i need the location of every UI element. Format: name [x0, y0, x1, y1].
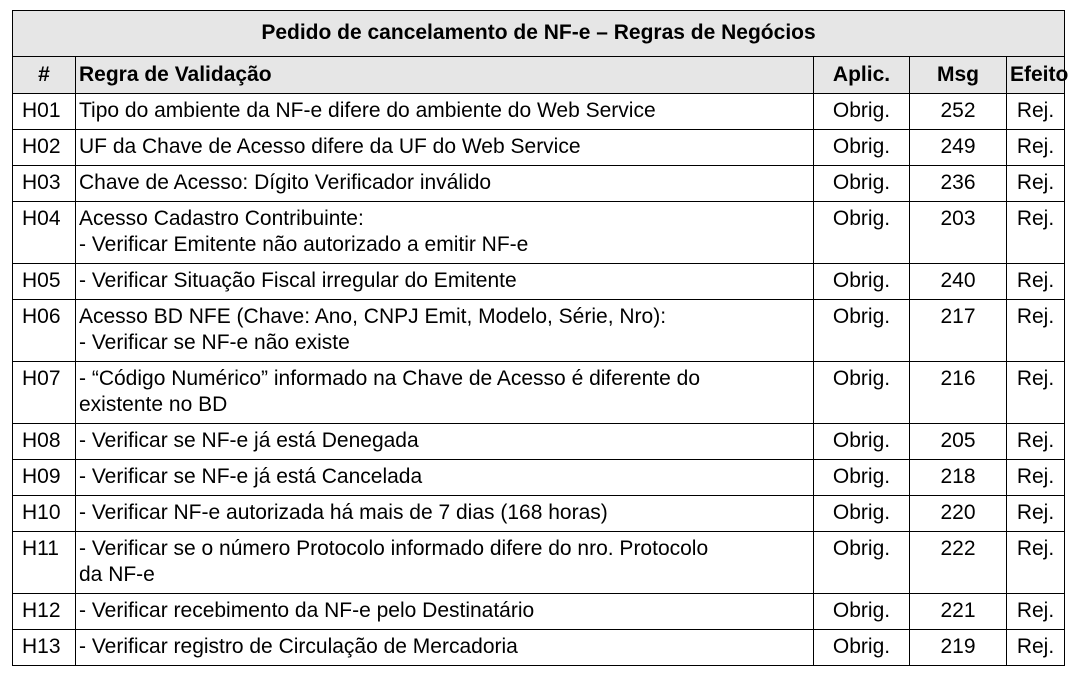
rule-line: da NF-e: [79, 563, 155, 586]
rule-id: H06: [13, 300, 76, 362]
table-row: [13, 630, 1065, 666]
rule-line: - Verificar Emitente não autorizado a emitir NF-e: [79, 233, 529, 256]
rule-id: H04: [13, 202, 76, 264]
header-aplic: Aplic.: [814, 57, 910, 94]
rule-msg: 217: [910, 300, 1007, 362]
rule-description: [76, 166, 814, 202]
rule-msg: 219: [910, 630, 1007, 666]
header-id: #: [13, 57, 76, 94]
rule-aplic: Obrig.: [814, 362, 910, 424]
rule-aplic: Obrig.: [814, 460, 910, 496]
rule-line: - “Código Numérico” informado na Chave de Acesso é diferente do: [79, 367, 700, 390]
rule-id: H08: [13, 424, 76, 460]
rule-efeito: Rej.: [1007, 264, 1065, 300]
rule-description: [76, 300, 814, 362]
rule-aplic: Obrig.: [814, 630, 910, 666]
rule-id: H01: [13, 94, 76, 130]
rule-line: Acesso Cadastro Contribuinte:: [79, 207, 364, 230]
rule-efeito: Rej.: [1007, 460, 1065, 496]
rule-line: Chave de Acesso: Dígito Verificador inválido: [79, 171, 492, 194]
rule-msg: 221: [910, 594, 1007, 630]
rule-msg: 249: [910, 130, 1007, 166]
rule-line: - Verificar NF-e autorizada há mais de 7 dias (168 horas): [79, 501, 608, 524]
rule-line: - Verificar recebimento da NF-e pelo Destinatário: [79, 599, 535, 622]
rule-description: [76, 594, 814, 630]
rule-efeito: Rej.: [1007, 300, 1065, 362]
rule-line: - Verificar Situação Fiscal irregular do Emitente: [79, 269, 517, 292]
rule-msg: 218: [910, 460, 1007, 496]
rule-msg: 220: [910, 496, 1007, 532]
table-row: [13, 94, 1065, 130]
rule-msg: 252: [910, 94, 1007, 130]
rule-msg: 205: [910, 424, 1007, 460]
rule-description: [76, 630, 814, 666]
rule-efeito: Rej.: [1007, 166, 1065, 202]
rule-msg: 216: [910, 362, 1007, 424]
header-row: [13, 57, 1065, 94]
rule-description: [76, 202, 814, 264]
header-efeito: Efeito: [1007, 57, 1065, 94]
rule-efeito: Rej.: [1007, 532, 1065, 594]
rules-table: [12, 10, 1069, 666]
title-row: [13, 11, 1065, 57]
table-row: [13, 424, 1065, 460]
rule-description: [76, 496, 814, 532]
rule-id: H09: [13, 460, 76, 496]
rule-description: [76, 264, 814, 300]
table-row: [13, 264, 1065, 300]
table-row: [13, 532, 1065, 594]
rule-id: H03: [13, 166, 76, 202]
table-title: Pedido de cancelamento de NF-e – Regras de Negócios: [13, 11, 1065, 57]
rules-table-container: [12, 10, 1069, 666]
rule-description: [76, 94, 814, 130]
rule-aplic: Obrig.: [814, 424, 910, 460]
rule-line: UF da Chave de Acesso difere da UF do Web Service: [79, 135, 581, 158]
rule-aplic: Obrig.: [814, 166, 910, 202]
rule-description: [76, 130, 814, 166]
rule-line: Tipo do ambiente da NF-e difere do ambiente do Web Service: [79, 99, 656, 122]
rule-msg: 240: [910, 264, 1007, 300]
rule-line: - Verificar se NF-e já está Denegada: [79, 429, 419, 452]
table-row: [13, 496, 1065, 532]
rule-id: H11: [13, 532, 76, 594]
rule-aplic: Obrig.: [814, 94, 910, 130]
table-row: [13, 362, 1065, 424]
rule-id: H05: [13, 264, 76, 300]
rule-id: H13: [13, 630, 76, 666]
rule-description: [76, 460, 814, 496]
rule-id: H12: [13, 594, 76, 630]
rule-id: H10: [13, 496, 76, 532]
rule-line: - Verificar se NF-e já está Cancelada: [79, 465, 423, 488]
rule-msg: 222: [910, 532, 1007, 594]
rule-id: H02: [13, 130, 76, 166]
rule-line: existente no BD: [79, 393, 228, 416]
header-msg: Msg: [910, 57, 1007, 94]
rule-efeito: Rej.: [1007, 496, 1065, 532]
rule-efeito: Rej.: [1007, 202, 1065, 264]
rule-description: [76, 424, 814, 460]
table-row: [13, 594, 1065, 630]
table-row: [13, 166, 1065, 202]
rule-msg: 203: [910, 202, 1007, 264]
rule-description: [76, 362, 814, 424]
rule-efeito: Rej.: [1007, 362, 1065, 424]
rule-efeito: Rej.: [1007, 424, 1065, 460]
table-row: [13, 202, 1065, 264]
rule-line: - Verificar registro de Circulação de Mercadoria: [79, 635, 518, 658]
rule-efeito: Rej.: [1007, 594, 1065, 630]
rule-line: - Verificar se NF-e não existe: [79, 331, 350, 354]
table-body: [13, 94, 1065, 666]
rule-aplic: Obrig.: [814, 532, 910, 594]
table-row: [13, 460, 1065, 496]
rule-aplic: Obrig.: [814, 130, 910, 166]
rule-aplic: Obrig.: [814, 202, 910, 264]
rule-efeito: Rej.: [1007, 130, 1065, 166]
rule-line: Acesso BD NFE (Chave: Ano, CNPJ Emit, Modelo, Série, Nro):: [79, 305, 667, 328]
table-row: [13, 300, 1065, 362]
rule-msg: 236: [910, 166, 1007, 202]
rule-aplic: Obrig.: [814, 594, 910, 630]
rule-description: [76, 532, 814, 594]
rule-efeito: Rej.: [1007, 94, 1065, 130]
rule-line: - Verificar se o número Protocolo informado difere do nro. Protocolo: [79, 537, 709, 560]
rule-aplic: Obrig.: [814, 264, 910, 300]
table-row: [13, 130, 1065, 166]
rule-aplic: Obrig.: [814, 496, 910, 532]
rule-efeito: Rej.: [1007, 630, 1065, 666]
rule-id: H07: [13, 362, 76, 424]
header-rule: Regra de Validação: [76, 57, 814, 94]
rule-aplic: Obrig.: [814, 300, 910, 362]
